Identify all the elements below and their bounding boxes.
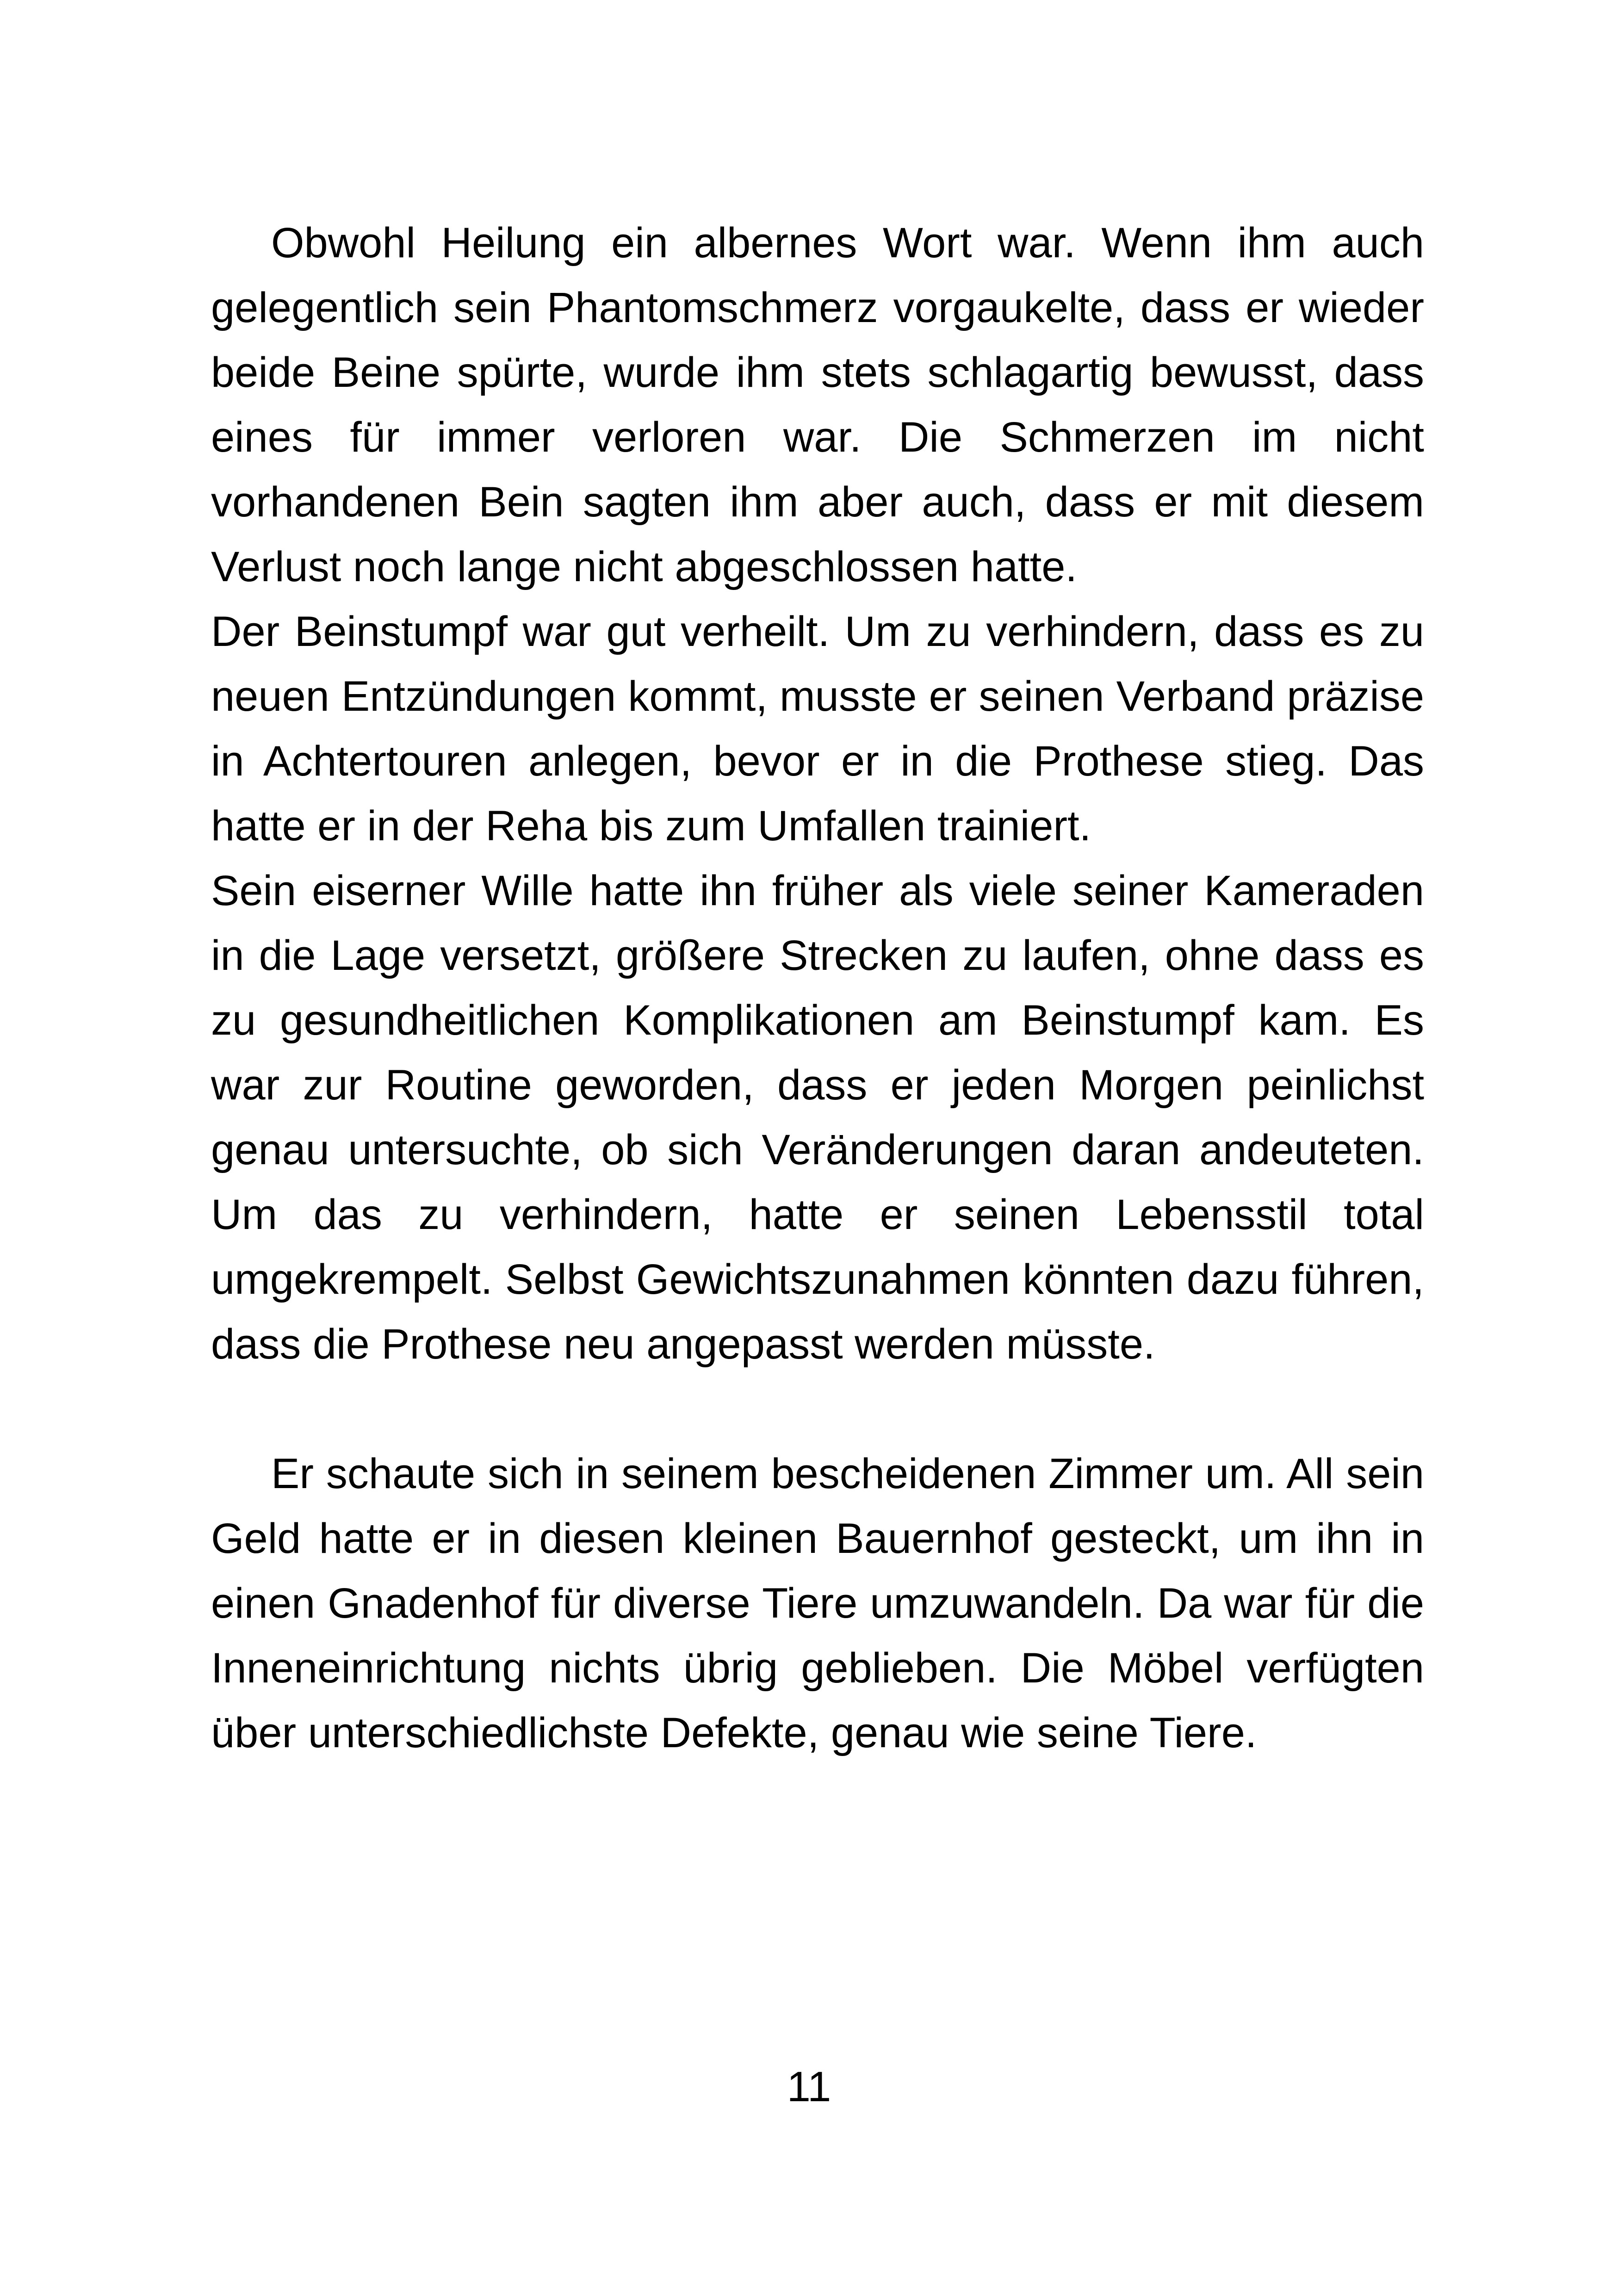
paragraph-room: Er schaute sich in seinem bescheidenen Zimmer um. All sein Geld hatte er in diesen kleinen Bauernhof gesteckt, um ihn in einen Gnadenhof für diverse Tiere umzuwandeln. Da war für die Inneneinrichtung nichts übrig geblieben. Die Möbel verfügten über unterschiedlichste Defekte, genau wie seine Tiere. [211, 1450, 1424, 1756]
paragraph-stump: Der Beinstumpf war gut verheilt. Um zu verhindern, dass es zu neuen Entzündungen kommt, musste er seinen Verband präzise in Achtertouren anlegen, bevor er in die Prothese stieg. Das hatte er in der Reha bis zum Umfallen trainiert. [211, 608, 1424, 850]
paragraph-healing: Obwohl Heilung ein albernes Wort war. Wenn ihm auch gelegentlich sein Phantomschmerz vorgaukelte, dass er wieder beide Beine spürte, wurde ihm stets schlagartig bewusst, dass eines für immer verloren war. Die Schmerzen im nicht vorhandenen Bein sagten ihm aber auch, dass er mit diesem Verlust noch lange nicht abgeschlossen hatte. [211, 219, 1424, 590]
paragraph-will: Sein eiserner Wille hatte ihn früher als viele seiner Kameraden in die Lage versetzt, größere Strecken zu laufen, ohne dass es zu gesundheitlichen Komplikationen am Beinstumpf kam. Es war zur Routine geworden, dass er jeden Morgen peinlichst genau untersuchte, ob sich Veränderungen daran andeuteten. Um das zu verhindern, hatte er seinen Lebensstil total umgekrempelt. Selbst Gewichtszunahmen könnten dazu führen, dass die Prothese neu angepasst werden müsste. [211, 867, 1424, 1368]
page-number: 11 [787, 2063, 831, 2110]
body-text [211, 211, 1424, 1765]
